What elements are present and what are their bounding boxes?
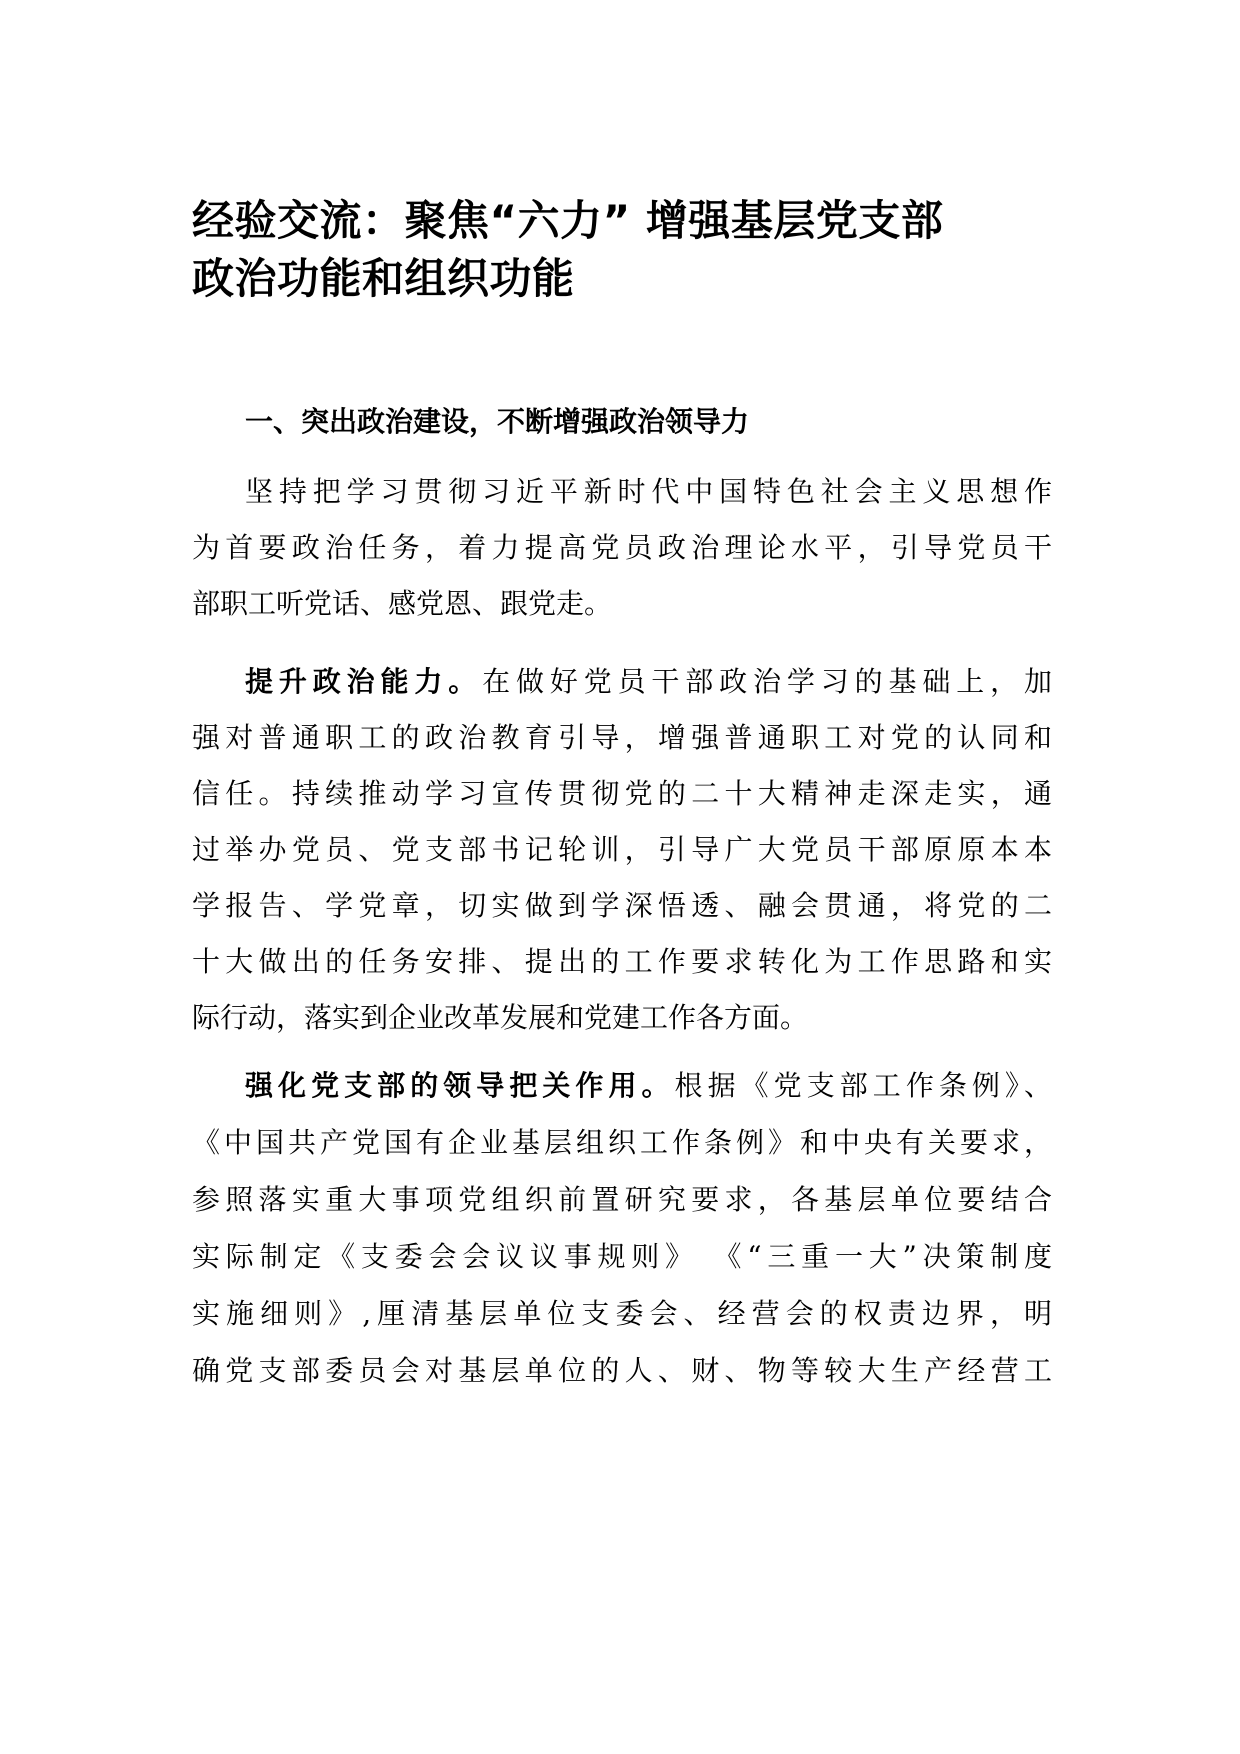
paragraph-line: 信任。持续推动学习宣传贯彻党的二十大精神走深走实，通 <box>192 777 1052 810</box>
title-line-1: 经验交流：聚焦“六力” 增强基层党支部 <box>192 196 944 245</box>
paragraph-line: 部职工听党话、感党恩、跟党走。 <box>192 587 613 620</box>
paragraph-line: 实施细则》,厘清基层单位支委会、经营会的权责边界，明 <box>192 1297 1052 1330</box>
paragraph-line: 参照落实重大事项党组织前置研究要求，各基层单位要结合 <box>192 1183 1052 1216</box>
paragraph-line-rest: 根据《党支部工作条例》、 <box>674 1069 1052 1102</box>
paragraph-line-rest: 在做好党员干部政治学习的基础上，加 <box>482 665 1052 698</box>
paragraph-2 <box>192 654 1052 1046</box>
paragraph-line: 十大做出的任务安排、提出的工作要求转化为工作思路和实 <box>192 945 1052 978</box>
document-title <box>192 192 1072 308</box>
paragraph-line <box>192 1057 1052 1114</box>
paragraph-1 <box>192 464 1052 632</box>
title-line-2: 政治功能和组织功能 <box>192 254 575 303</box>
paragraph-line: 学报告、学党章，切实做到学深悟透、融会贯通，将党的二 <box>192 889 1052 922</box>
paragraph-line: 际行动，落实到企业改革发展和党建工作各方面。 <box>192 1001 809 1034</box>
paragraph-line: 强对普通职工的政治教育引导，增强普通职工对党的认同和 <box>192 721 1052 754</box>
paragraph-line <box>192 654 1052 710</box>
paragraph-line: 《中国共产党国有企业基层组织工作条例》和中央有关要求， <box>192 1126 1052 1159</box>
paragraph-line: 坚持把学习贯彻习近平新时代中国特色社会主义思想作 <box>245 475 1052 508</box>
paragraph-line: 为首要政治任务，着力提高党员政治理论水平，引导党员干 <box>192 531 1052 564</box>
paragraph-line: 实际制定《支委会会议议事规则》 《“三重一大”决策制度 <box>192 1240 1052 1273</box>
paragraph-lead-bold: 强化党支部的领导把关作用。 <box>245 1069 675 1102</box>
paragraph-line: 过举办党员、党支部书记轮训，引导广大党员干部原原本本 <box>192 833 1052 866</box>
paragraph-lead-bold: 提升政治能力。 <box>245 665 483 698</box>
paragraph-3 <box>192 1057 1052 1399</box>
section-heading: 一、突出政治建设，不断增强政治领导力 <box>245 405 750 438</box>
paragraph-line: 确党支部委员会对基层单位的人、财、物等较大生产经营工 <box>192 1354 1052 1387</box>
